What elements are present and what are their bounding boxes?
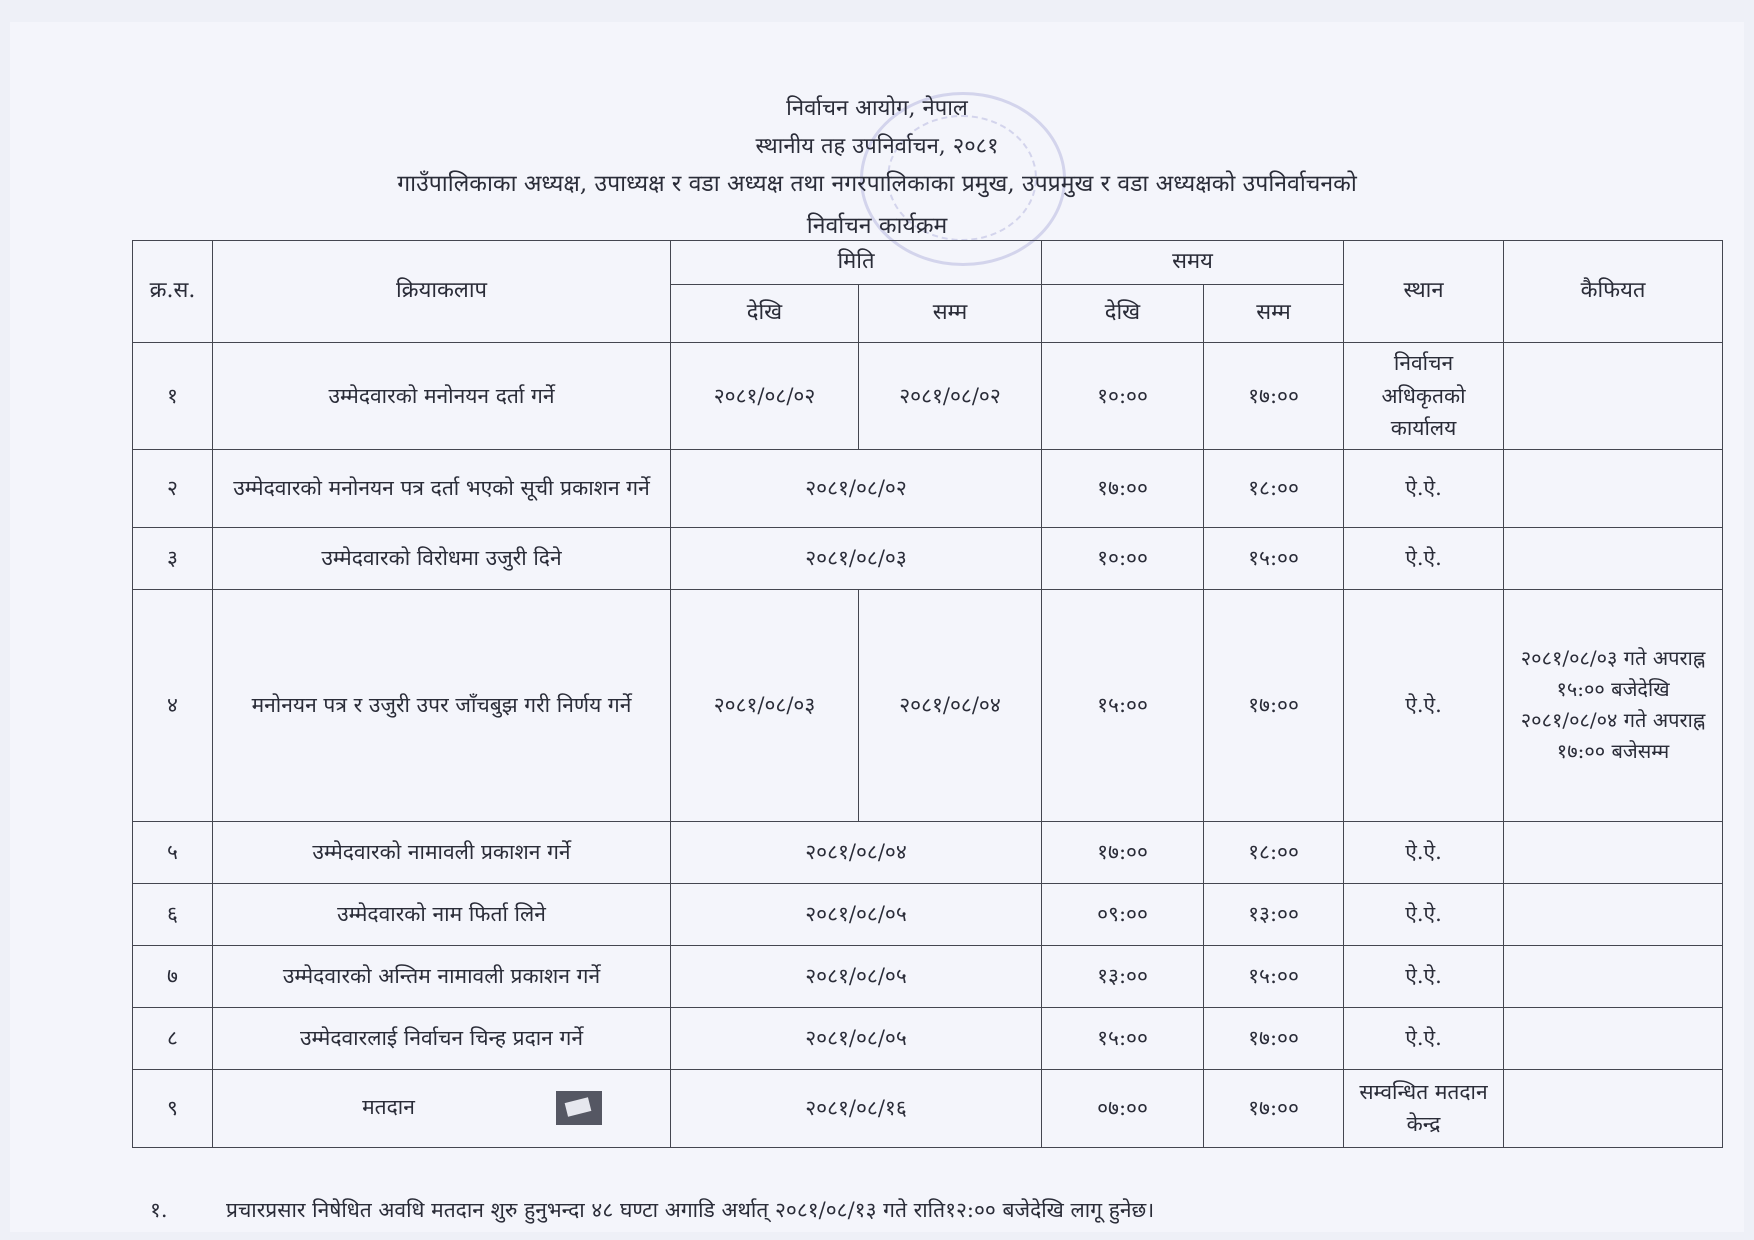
row-time-to: १८:०० bbox=[1204, 821, 1344, 883]
table-row bbox=[133, 883, 1723, 945]
row-activity-cell bbox=[213, 1069, 671, 1147]
row-time-to: १७:०० bbox=[1204, 1069, 1344, 1147]
row-date-from: २०८१/०८/०३ bbox=[671, 589, 859, 821]
row-remarks bbox=[1504, 883, 1723, 945]
row-time-to: १३:०० bbox=[1204, 883, 1344, 945]
row-remarks bbox=[1504, 343, 1723, 450]
row-activity: उम्मेदवारको नामावली प्रकाशन गर्ने bbox=[213, 821, 671, 883]
row-remarks bbox=[1504, 1007, 1723, 1069]
footnote-number: १. bbox=[150, 1198, 168, 1222]
row-remarks: २०८१/०८/०३ गते अपराह्न १५:०० बजेदेखि २०८१/०८/०४ गते अपराह्न १७:०० बजेसम्म bbox=[1504, 589, 1723, 821]
header-time: समय bbox=[1042, 241, 1344, 285]
header-time-to: सम्म bbox=[1204, 285, 1344, 343]
row-time-from: ०७:०० bbox=[1042, 1069, 1204, 1147]
row-activity: उम्मेदवारको मनोनयन पत्र दर्ता भएको सूची प्रकाशन गर्ने bbox=[213, 449, 671, 527]
row-sn: ४ bbox=[133, 589, 213, 821]
row-remarks bbox=[1504, 527, 1723, 589]
ballot-icon bbox=[556, 1091, 602, 1125]
row-time-to: १७:०० bbox=[1204, 589, 1344, 821]
row-date: २०८१/०८/०२ bbox=[671, 449, 1042, 527]
row-time-to: १५:०० bbox=[1204, 945, 1344, 1007]
row-activity: उम्मेदवारको अन्तिम नामावली प्रकाशन गर्ने bbox=[213, 945, 671, 1007]
row-remarks bbox=[1504, 945, 1723, 1007]
row-place: ऐ.ऐ. bbox=[1344, 449, 1504, 527]
row-sn: ६ bbox=[133, 883, 213, 945]
header-date-from: देखि bbox=[671, 285, 859, 343]
row-place: ऐ.ऐ. bbox=[1344, 527, 1504, 589]
table-row bbox=[133, 527, 1723, 589]
row-sn: ७ bbox=[133, 945, 213, 1007]
row-time-to: १८:०० bbox=[1204, 449, 1344, 527]
row-date: २०८१/०८/०३ bbox=[671, 527, 1042, 589]
table-row bbox=[133, 945, 1723, 1007]
row-place: निर्वाचन अधिकृतको कार्यालय bbox=[1344, 343, 1504, 450]
table-row bbox=[133, 1069, 1723, 1147]
row-date-to: २०८१/०८/०२ bbox=[859, 343, 1042, 450]
table-row bbox=[133, 1007, 1723, 1069]
header-commission-name: निर्वाचन आयोग, नेपाल bbox=[786, 96, 968, 121]
row-place: सम्वन्धित मतदान केन्द्र bbox=[1344, 1069, 1504, 1147]
header-date: मिति bbox=[671, 241, 1042, 285]
row-date-to: २०८१/०८/०४ bbox=[859, 589, 1042, 821]
row-activity: मतदान bbox=[362, 1095, 415, 1120]
row-sn: ३ bbox=[133, 527, 213, 589]
header-sn: क्र.स. bbox=[133, 241, 213, 343]
row-place: ऐ.ऐ. bbox=[1344, 1007, 1504, 1069]
row-time-from: १०:०० bbox=[1042, 527, 1204, 589]
election-schedule-table bbox=[132, 240, 1723, 1148]
row-time-from: १७:०० bbox=[1042, 821, 1204, 883]
row-time-to: १७:०० bbox=[1204, 343, 1344, 450]
row-time-from: १५:०० bbox=[1042, 1007, 1204, 1069]
row-date: २०८१/०८/०५ bbox=[671, 883, 1042, 945]
table-row bbox=[133, 821, 1723, 883]
header-time-from: देखि bbox=[1042, 285, 1204, 343]
row-activity: मनोनयन पत्र र उजुरी उपर जाँचबुझ गरी निर्णय गर्ने bbox=[213, 589, 671, 821]
row-time-to: १५:०० bbox=[1204, 527, 1344, 589]
row-sn: ९ bbox=[133, 1069, 213, 1147]
footnote-text: प्रचारप्रसार निषेधित अवधि मतदान शुरु हुनुभन्दा ४८ घण्टा अगाडि अर्थात् २०८१/०८/१३ गते राति१२:०० बजेदेखि लागू हुनेछ। bbox=[226, 1198, 1155, 1222]
header-election-scope: गाउँपालिकाका अध्यक्ष, उपाध्यक्ष र वडा अध्यक्ष तथा नगरपालिकाका प्रमुख, उपप्रमुख र वडा अध्यक्षको उपनिर्वाचनको bbox=[397, 171, 1357, 197]
row-time-to: १७:०० bbox=[1204, 1007, 1344, 1069]
row-time-from: १०:०० bbox=[1042, 343, 1204, 450]
row-activity: उम्मेदवारको नाम फिर्ता लिने bbox=[213, 883, 671, 945]
header-activity: क्रियाकलाप bbox=[213, 241, 671, 343]
row-time-from: १७:०० bbox=[1042, 449, 1204, 527]
row-place: ऐ.ऐ. bbox=[1344, 821, 1504, 883]
table-row bbox=[133, 589, 1723, 821]
row-sn: १ bbox=[133, 343, 213, 450]
row-place: ऐ.ऐ. bbox=[1344, 589, 1504, 821]
table-row bbox=[133, 343, 1723, 450]
row-date: २०८१/०८/०५ bbox=[671, 1007, 1042, 1069]
row-time-from: १५:०० bbox=[1042, 589, 1204, 821]
row-activity: उम्मेदवारको मनोनयन दर्ता गर्ने bbox=[213, 343, 671, 450]
header-date-to: सम्म bbox=[859, 285, 1042, 343]
table-row bbox=[133, 449, 1723, 527]
row-activity: उम्मेदवारलाई निर्वाचन चिन्ह प्रदान गर्ने bbox=[213, 1007, 671, 1069]
row-activity: उम्मेदवारको विरोधमा उजुरी दिने bbox=[213, 527, 671, 589]
row-place: ऐ.ऐ. bbox=[1344, 945, 1504, 1007]
footnote bbox=[150, 1196, 1650, 1224]
row-remarks bbox=[1504, 449, 1723, 527]
row-date: २०८१/०८/०४ bbox=[671, 821, 1042, 883]
row-remarks bbox=[1504, 1069, 1723, 1147]
header-election-name: स्थानीय तह उपनिर्वाचन, २०८१ bbox=[755, 134, 999, 159]
row-place: ऐ.ऐ. bbox=[1344, 883, 1504, 945]
row-sn: ८ bbox=[133, 1007, 213, 1069]
page-title: निर्वाचन कार्यक्रम bbox=[806, 213, 948, 239]
row-remarks bbox=[1504, 821, 1723, 883]
header-place: स्थान bbox=[1344, 241, 1504, 343]
header-remarks: कैफियत bbox=[1504, 241, 1723, 343]
row-date: २०८१/०८/०५ bbox=[671, 945, 1042, 1007]
row-sn: २ bbox=[133, 449, 213, 527]
row-date: २०८१/०८/१६ bbox=[671, 1069, 1042, 1147]
row-sn: ५ bbox=[133, 821, 213, 883]
row-time-from: ०९:०० bbox=[1042, 883, 1204, 945]
row-time-from: १३:०० bbox=[1042, 945, 1204, 1007]
row-date-from: २०८१/०८/०२ bbox=[671, 343, 859, 450]
